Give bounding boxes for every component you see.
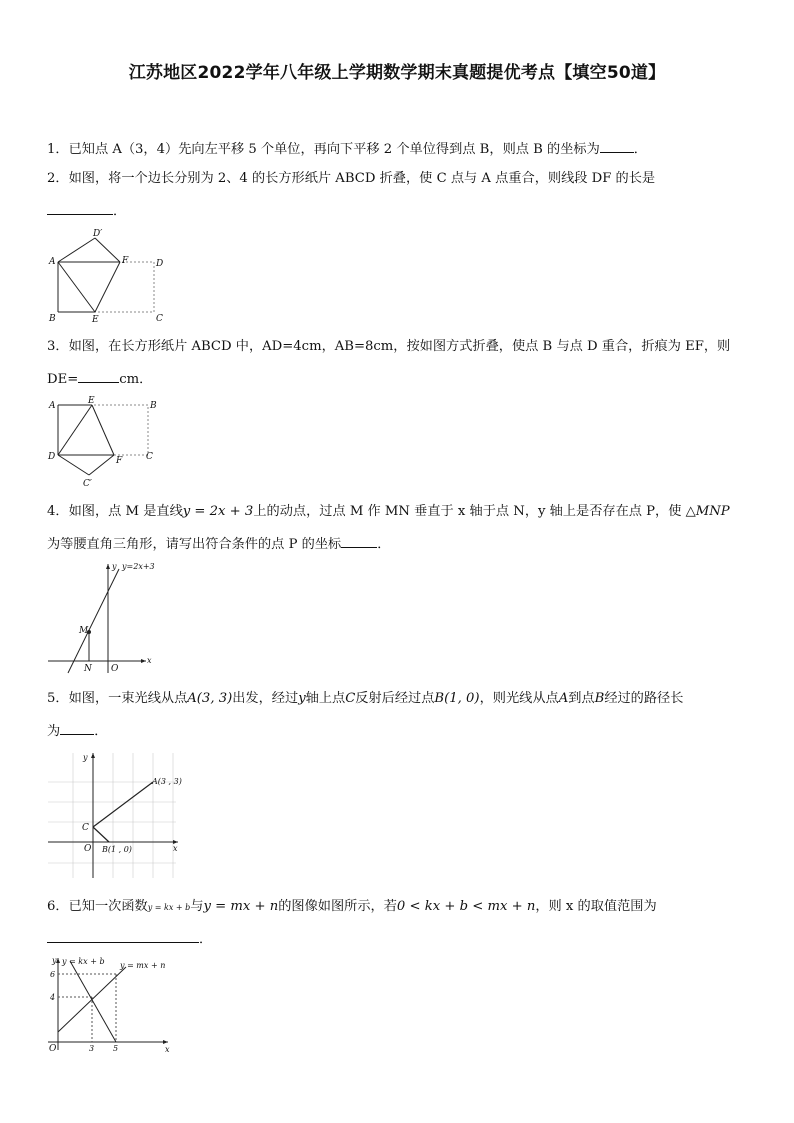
q3-label-a: A bbox=[49, 401, 56, 411]
q6-label-x: x bbox=[165, 1045, 170, 1054]
q6-tick-4: 4 bbox=[50, 993, 56, 1002]
q5-label-a: A(3 , 3) bbox=[152, 777, 182, 786]
q3-line-cf bbox=[89, 455, 114, 475]
q6-end: ． bbox=[199, 932, 213, 947]
q5-y: y bbox=[298, 691, 306, 706]
q4-triangle: MNP bbox=[695, 504, 730, 519]
q4-line2 bbox=[47, 534, 390, 554]
q3-de: DE= bbox=[47, 372, 79, 387]
q6-tick-6: 6 bbox=[50, 970, 56, 979]
q3-label-f: F bbox=[116, 456, 123, 466]
q5-point-b: B(1, 0) bbox=[434, 691, 480, 706]
q5-text-2: 为 bbox=[47, 724, 61, 739]
q3-line2 bbox=[47, 369, 152, 389]
q3-line-dc bbox=[58, 455, 89, 475]
q4-text-2: 为等腰直角三角形，请写出符合条件的点 P 的坐标 bbox=[47, 537, 342, 552]
q6-answer-blank bbox=[47, 929, 199, 943]
question-1 bbox=[47, 139, 647, 159]
q5-a: A bbox=[558, 691, 569, 706]
q5-text-f: 到点 bbox=[568, 691, 595, 706]
q4-text-b: 上的动点，过点 M 作 MN 垂直于 x 轴于点 N，y 轴上是否存在点 P，使 △ bbox=[253, 504, 696, 519]
q4-label-x: x bbox=[147, 656, 152, 665]
q5-text-g: 经过的路径长 bbox=[604, 691, 684, 706]
q5-ray-ac bbox=[93, 782, 153, 827]
q5-c: C bbox=[345, 691, 356, 706]
q6-line-kx-b bbox=[70, 961, 116, 1042]
q3-crease-ef bbox=[92, 405, 114, 455]
q6-x-arrow bbox=[163, 1040, 168, 1044]
q2-figure bbox=[46, 226, 166, 326]
q3-unit: cm． bbox=[119, 372, 153, 387]
q5-label-o: O bbox=[84, 844, 92, 854]
q5-text-e: ，则光线从点 bbox=[479, 691, 559, 706]
question-3 bbox=[47, 338, 730, 356]
q6-label-f2: y = mx + n bbox=[120, 961, 166, 970]
page-title: 江苏地区2022学年八年级上学期数学期末真题提优考点【填空50道】 bbox=[128, 63, 666, 83]
q2-answer-line bbox=[47, 201, 126, 221]
q2-crease-ef bbox=[95, 262, 120, 312]
q2-label-a: A bbox=[49, 257, 56, 267]
q2-line-ae bbox=[58, 262, 95, 312]
question-2 bbox=[47, 170, 655, 188]
q5-grid bbox=[48, 753, 176, 878]
q5-ray-cb bbox=[93, 827, 109, 842]
q4-y-arrow bbox=[106, 564, 110, 569]
q4-x-arrow bbox=[141, 659, 146, 663]
q2-line-ad bbox=[58, 238, 95, 262]
q3-label-e: E bbox=[88, 396, 95, 406]
q4-text-a: 4．如图，点 M 是直线 bbox=[47, 504, 183, 519]
q5-point-a: A(3, 3) bbox=[187, 691, 233, 706]
q3-label-c: C bbox=[146, 452, 153, 462]
q6-tick-3: 3 bbox=[89, 1044, 95, 1053]
q6-label-o: O bbox=[49, 1044, 57, 1054]
q6-label-y: y bbox=[52, 956, 57, 965]
q6-function-1: y = kx + b bbox=[147, 903, 191, 912]
q5-text-d: 反射后经过点 bbox=[355, 691, 435, 706]
q3-line-de bbox=[58, 405, 92, 455]
q2-line-df bbox=[95, 238, 120, 262]
q1-text: 1．已知点 A（3，4）先向左平移 5 个单位，再向下平移 2 个单位得到点 B，则点 B 的坐标为 bbox=[47, 142, 600, 157]
q5-label-b: B(1 , 0) bbox=[102, 845, 132, 854]
q3-text: 3．如图，在长方形纸片 ABCD 中，AD=4cm，AB=8cm，按如图方式折叠，使点 B 与点 D 重合，折痕为 EF，则 bbox=[47, 339, 731, 354]
q4-answer-blank bbox=[341, 534, 377, 548]
q2-label-e: E bbox=[92, 315, 99, 325]
q2-end: ． bbox=[113, 204, 127, 219]
q6-function-2: y = mx + n bbox=[203, 899, 279, 914]
q3-figure bbox=[46, 395, 166, 490]
q2-label-f: F bbox=[122, 256, 129, 266]
q6-tick-5: 5 bbox=[113, 1044, 119, 1053]
q5-line2 bbox=[47, 721, 107, 741]
q3-answer-blank bbox=[78, 369, 119, 383]
q5-y-arrow bbox=[91, 753, 95, 758]
question-6 bbox=[47, 898, 657, 917]
q5-text-a: 5．如图，一束光线从点 bbox=[47, 691, 188, 706]
q6-y-arrow bbox=[56, 958, 60, 963]
q4-figure bbox=[46, 561, 161, 676]
q2-label-d: D bbox=[156, 259, 164, 269]
q6-text-c: 的图像如图所示，若 bbox=[278, 899, 397, 914]
q6-inequality: 0 < kx + b < mx + n bbox=[396, 899, 536, 914]
q5-b: B bbox=[594, 691, 605, 706]
q4-label-m: M bbox=[79, 626, 89, 636]
q2-label-b: B bbox=[49, 314, 56, 324]
q2-label-c: C bbox=[156, 314, 163, 324]
q6-figure bbox=[46, 955, 176, 1055]
question-4 bbox=[47, 503, 730, 521]
q5-label-x: x bbox=[173, 844, 178, 853]
q6-text-d: ，则 x 的取值范围为 bbox=[535, 899, 657, 914]
q4-end: ． bbox=[377, 537, 391, 552]
q4-label-y: y bbox=[112, 562, 117, 571]
question-5 bbox=[47, 690, 683, 708]
q4-label-n: N bbox=[84, 664, 92, 674]
q5-text-b: 出发，经过 bbox=[232, 691, 299, 706]
q4-line bbox=[68, 569, 119, 673]
q1-answer-blank bbox=[600, 139, 634, 153]
q4-line-label: y=2x+3 bbox=[122, 562, 155, 571]
q2-label-dprime: D′ bbox=[93, 229, 103, 239]
q4-label-o: O bbox=[111, 664, 119, 674]
q3-label-cprime: C′ bbox=[83, 479, 92, 489]
q1-end: ． bbox=[633, 142, 647, 157]
q6-label-f1: y = kx + b bbox=[62, 957, 105, 966]
q3-label-d: D bbox=[48, 452, 56, 462]
q2-answer-blank bbox=[47, 201, 113, 215]
q6-text-b: 与 bbox=[190, 899, 204, 914]
q4-formula: y = 2x + 3 bbox=[182, 504, 254, 519]
q5-text-c: 轴上点 bbox=[305, 691, 346, 706]
q5-end: ． bbox=[94, 724, 108, 739]
q6-text-a: 6．已知一次函数 bbox=[47, 899, 148, 914]
q5-figure bbox=[46, 750, 186, 880]
q5-label-c: C bbox=[82, 823, 89, 833]
q5-answer-blank bbox=[60, 721, 94, 735]
q6-line2 bbox=[47, 929, 212, 949]
q2-text: 2．如图，将一个边长分别为 2、4 的长方形纸片 ABCD 折叠，使 C 点与 A 点重合，则线段 DF 的长是 bbox=[47, 171, 656, 186]
q2-original-rect bbox=[58, 262, 154, 312]
q5-label-y: y bbox=[83, 753, 88, 762]
q3-label-b: B bbox=[150, 401, 157, 411]
